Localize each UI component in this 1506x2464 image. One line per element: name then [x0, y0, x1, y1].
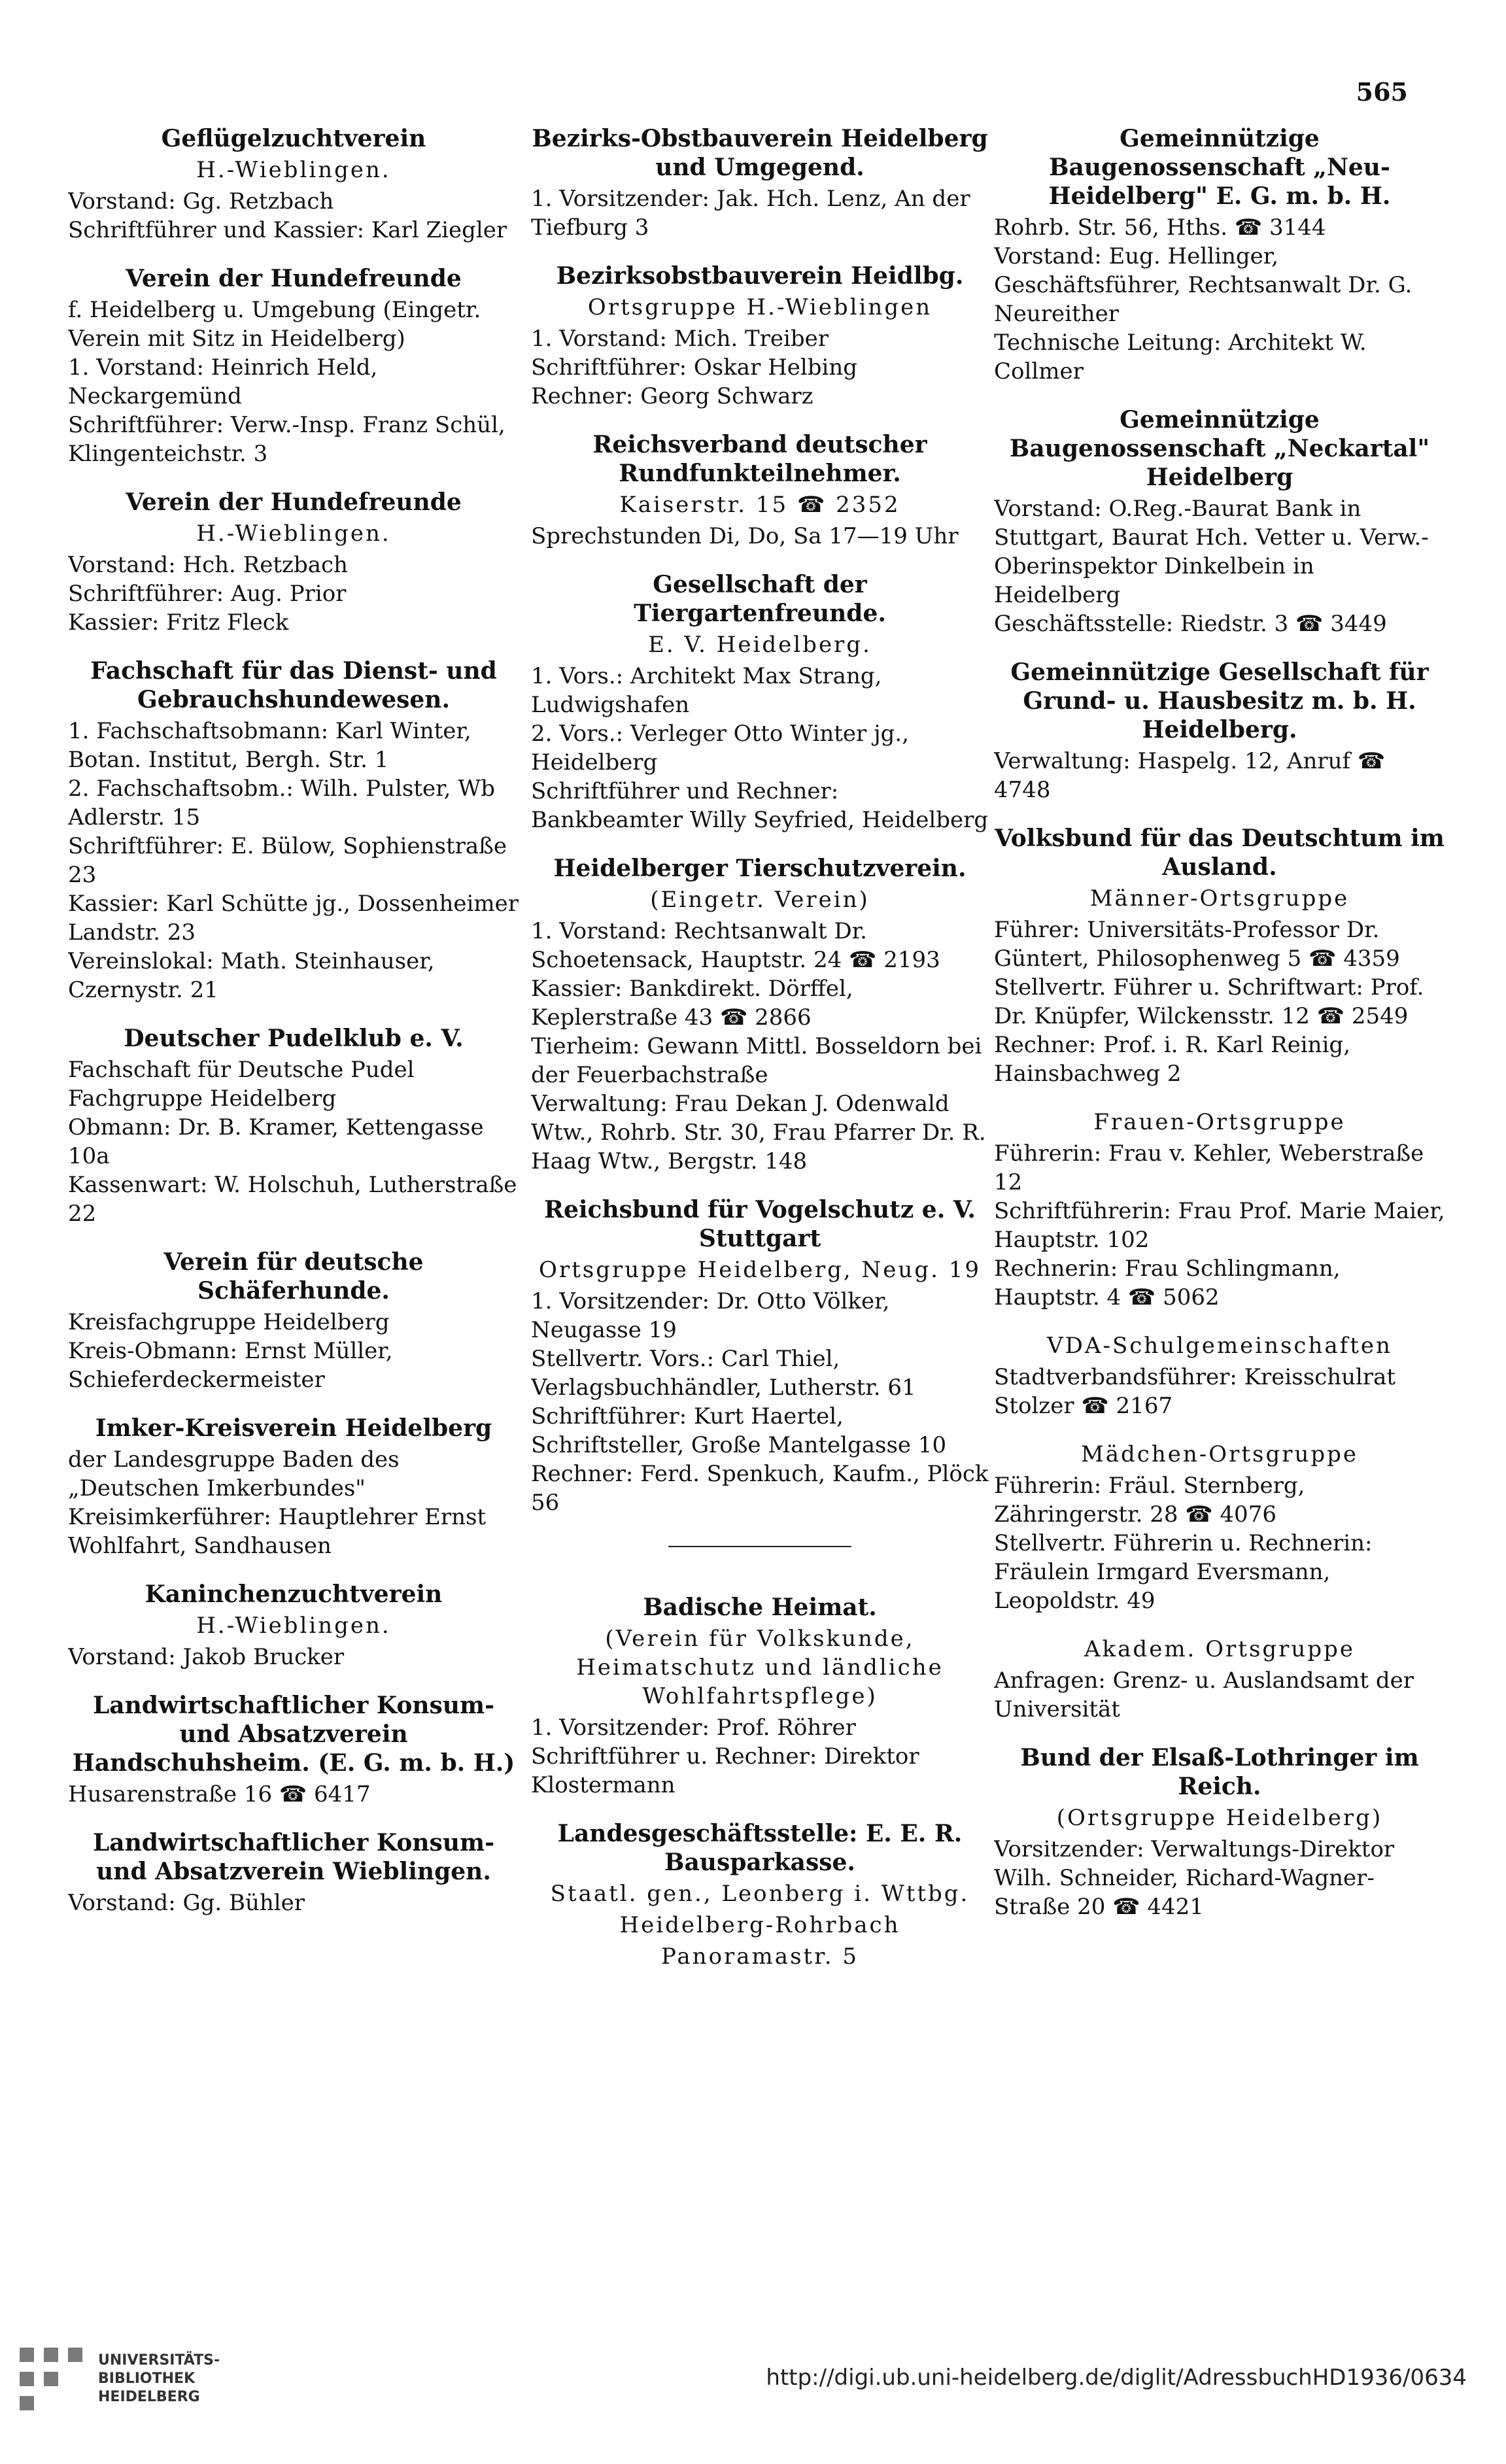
entry-line: Vorstand: Eug. Hellinger, Geschäftsführer, Rechtsanwalt Dr. G. Neureither [994, 243, 1412, 327]
directory-entry [68, 657, 519, 1004]
entry-subheading: Frauen-Ortsgruppe [1093, 1109, 1346, 1135]
entry-heading: Verein der Hundefreunde [126, 488, 462, 516]
entry-line: 1. Vors.: Architekt Max Strang, Ludwigshafen [531, 663, 882, 718]
entry-subheading: Heidelberg-Rohrbach [619, 1912, 900, 1938]
entry-line: Schriftführer und Rechner: Bankbeamter Willy Seyfried, Heidelberg [531, 778, 989, 833]
entry-heading: Reichsbund für Vogelschutz e. V. Stuttgart [544, 1196, 976, 1252]
directory-entry [994, 1440, 1445, 1615]
section-separator [668, 1546, 851, 1547]
library-name-line: UNIVERSITÄTS- [98, 2352, 220, 2369]
entry-line: Verwaltung: Frau Dekan J. Odenwald Wtw., Rohrb. Str. 30, Frau Pfarrer Dr. R. Haag Wtw., Bergstr. 148 [531, 1091, 986, 1174]
entry-line: Sprechstunden Di, Do, Sa 17—19 Uhr [531, 523, 959, 549]
entry-line: Kreisfachgruppe Heidelberg [68, 1309, 390, 1335]
entry-line: Rechnerin: Frau Schlingmann, Hauptstr. 4 ☎ 5062 [994, 1256, 1341, 1310]
entry-subheading: Mädchen-Ortsgruppe [1080, 1441, 1359, 1467]
footer-bar [0, 2328, 1506, 2464]
directory-entry [531, 124, 989, 242]
entry-line: der Landesgruppe Baden des „Deutschen Imkerbundes" [68, 1446, 400, 1501]
entry-line: Kassier: Bankdirekt. Dörffel, Keplerstraße 43 ☎ 2866 [531, 976, 853, 1031]
entry-line: Stellvertr. Führer u. Schriftwart: Prof. Dr. Knüpfer, Wilckensstr. 12 ☎ 2549 [994, 974, 1424, 1029]
library-logo-icon [20, 2348, 82, 2410]
entry-subheading: H.-Wieblingen. [196, 1613, 391, 1639]
entry-line: Führer: Universitäts-Professor Dr. Güntert, Philosophenweg 5 ☎ 4359 [994, 917, 1400, 972]
directory-entry [68, 1580, 519, 1671]
entry-heading: Gemeinnützige Baugenossenschaft „Neu-Heidelberg" E. G. m. b. H. [1048, 125, 1391, 210]
directory-entry [68, 1691, 519, 1809]
library-name-line: BIBLIOTHEK [98, 2370, 196, 2387]
directory-entry [994, 1743, 1445, 1921]
entry-line: Fachschaft für Deutsche Pudel Fachgruppe Heidelberg [68, 1057, 415, 1112]
entry-line: 1. Vorstand: Rechtsanwalt Dr. Schoetensack, Hauptstr. 24 ☎ 2193 [531, 918, 940, 973]
entry-heading: Badische Heimat. [643, 1594, 877, 1621]
entry-line: Rechner: Georg Schwarz [531, 383, 813, 409]
entry-heading: Imker-Kreisverein Heidelberg [95, 1414, 492, 1442]
entry-line: Rechner: Prof. i. R. Karl Reinig, Hainsbachweg 2 [994, 1032, 1351, 1087]
entry-line: Anfragen: Grenz- u. Auslandsamt der Universität [994, 1668, 1414, 1722]
entry-line: Führerin: Frau v. Kehler, Weberstraße 12 [994, 1140, 1424, 1195]
entry-subheading: (Ortsgruppe Heidelberg) [1056, 1805, 1383, 1831]
entry-heading: Volksbund für das Deutschtum im Ausland. [995, 825, 1445, 881]
entry-heading: Geflügelzuchtverein [161, 125, 426, 152]
entry-line: Kreisimkerführer: Hauptlehrer Ernst Wohlfahrt, Sandhausen [68, 1504, 487, 1559]
directory-entry [994, 405, 1445, 638]
directory-entry [68, 264, 519, 468]
entry-line: Schriftführer: Verw.-Insp. Franz Schül, Klingenteichstr. 3 [68, 412, 505, 467]
entry-line: Technische Leitung: Architekt W. Collmer [994, 330, 1367, 385]
source-url[interactable]: http://digi.ub.uni-heidelberg.de/diglit/AdressbuchHD1936/0634 [766, 2365, 1467, 2391]
entry-line: Vorstand: O.Reg.-Baurat Bank in Stuttgart, Baurat Hch. Vetter u. Verw.-Oberinspektor Dinkelbein in Heidelberg [994, 496, 1429, 608]
directory-entry [531, 1593, 989, 1800]
library-name-line: HEIDELBERG [98, 2389, 200, 2405]
entry-line: f. Heidelberg u. Umgebung (Eingetr. Verein mit Sitz in Heidelberg) [68, 297, 481, 352]
entry-heading: Heidelberger Tierschutzverein. [553, 855, 967, 882]
entry-heading: Kaninchenzuchtverein [145, 1581, 443, 1608]
entry-subheading: (Eingetr. Verein) [650, 887, 870, 913]
entry-heading: Gemeinnützige Gesellschaft für Grund- u. Hausbesitz m. b. H. Heidelberg. [1010, 659, 1429, 744]
entry-subheading: Ortsgruppe Heidelberg, Neug. 19 [539, 1257, 981, 1283]
entry-line: Vereinslokal: Math. Steinhauser, Czernystr. 21 [68, 948, 435, 1003]
entry-subheading: H.-Wieblingen. [196, 521, 391, 547]
directory-entry [994, 124, 1445, 386]
entry-line: 2. Vors.: Verleger Otto Winter jg., Heidelberg [531, 721, 910, 776]
entry-line: Kreis-Obmann: Ernst Müller, Schieferdeckermeister [68, 1338, 393, 1393]
column-3 [994, 124, 1445, 2282]
entry-line: Vorstand: Gg. Bühler [68, 1890, 305, 1916]
entry-line: Schriftführerin: Frau Prof. Marie Maier, Hauptstr. 102 [994, 1198, 1445, 1253]
entry-subheading: E. V. Heidelberg. [648, 632, 872, 658]
column-1 [68, 124, 519, 2282]
page-number: 565 [1356, 77, 1408, 107]
directory-entry [994, 1331, 1445, 1420]
entry-line: Rechner: Ferd. Spenkuch, Kaufm., Plöck 56 [531, 1461, 989, 1516]
entry-subheading: Panoramastr. 5 [661, 1943, 859, 1970]
directory-entry [68, 1248, 519, 1394]
entry-subheading: (Verein für Volkskunde, Heimatschutz und ländliche Wohlfahrtspflege) [576, 1626, 944, 1709]
directory-entry [994, 658, 1445, 804]
entry-heading: Landwirtschaftlicher Konsum- und Absatzverein Handschuhsheim. (E. G. m. b. H.) [72, 1692, 515, 1777]
directory-entry [531, 262, 989, 411]
directory-entry [68, 1024, 519, 1228]
entry-heading: Fachschaft für das Dienst- und Gebrauchshundewesen. [90, 657, 497, 713]
entry-line: Tierheim: Gewann Mittl. Bosseldorn bei der Feuerbachstraße [531, 1033, 982, 1088]
entry-line: Schriftführer u. Rechner: Direktor Klostermann [531, 1743, 919, 1798]
library-logo [20, 2348, 220, 2410]
directory-entry [531, 1819, 989, 1971]
entry-heading: Verein für deutsche Schäferhunde. [163, 1248, 424, 1305]
entry-line: Schriftführer: Kurt Haertel, Schriftsteller, Große Mantelgasse 10 [531, 1403, 947, 1458]
entry-subheading: Männer-Ortsgruppe [1089, 885, 1350, 912]
entry-line: Kassier: Fritz Fleck [68, 609, 289, 636]
entry-subheading: Ortsgruppe H.-Wieblingen [587, 294, 933, 320]
entry-line: Obmann: Dr. B. Kramer, Kettengasse 10a [68, 1114, 484, 1169]
entry-subheading: Kaiserstr. 15 ☎ 2352 [619, 492, 900, 518]
directory-entry [68, 1414, 519, 1560]
entry-line: Stellvertr. Vors.: Carl Thiel, Verlagsbuchhändler, Lutherstr. 61 [531, 1346, 916, 1401]
entry-heading: Bezirks-Obstbauverein Heidelberg und Umgegend. [532, 125, 988, 181]
entry-line: Kassenwart: W. Holschuh, Lutherstraße 22 [68, 1172, 517, 1227]
directory-entry [531, 1195, 989, 1517]
entry-line: Rohrb. Str. 56, Hths. ☎ 3144 [994, 214, 1326, 241]
entry-subheading: H.-Wieblingen. [196, 157, 391, 183]
entry-heading: Gemeinnützige Baugenossenschaft „Neckartal" Heidelberg [1009, 406, 1430, 491]
entry-line: 1. Vorsitzender: Dr. Otto Völker, Neugasse 19 [531, 1288, 890, 1343]
entry-heading: Reichsverband deutscher Rundfunkteilnehmer. [592, 431, 927, 487]
entry-line: Stellvertr. Führerin u. Rechnerin: Fräulein Irmgard Eversmann, Leopoldstr. 49 [994, 1530, 1373, 1614]
entry-heading: Landesgeschäftsstelle: E. E. R. Bausparkasse. [557, 1820, 963, 1876]
entry-line: Geschäftsstelle: Riedstr. 3 ☎ 3449 [994, 611, 1387, 637]
entry-line: Führerin: Fräul. Sternberg, Zähringerstr. 28 ☎ 4076 [994, 1473, 1305, 1528]
entry-line: 1. Vorsitzender: Jak. Hch. Lenz, An der Tiefburg 3 [531, 186, 970, 241]
entry-subheading: Staatl. gen., Leonberg i. Wttbg. [550, 1881, 970, 1907]
entry-line: 1. Vorsitzender: Prof. Röhrer [531, 1715, 856, 1741]
entry-line: Verwaltung: Haspelg. 12, Anruf ☎ 4748 [994, 748, 1386, 803]
directory-entry [531, 854, 989, 1176]
entry-line: 1. Vorstand: Heinrich Held, Neckargemünd [68, 354, 378, 409]
entry-subheading: Akadem. Ortsgruppe [1084, 1636, 1355, 1662]
entry-subheading: VDA-Schulgemeinschaften [1047, 1333, 1392, 1359]
directory-entry [994, 1635, 1445, 1724]
entry-line: 1. Fachschaftsobmann: Karl Winter, Botan. Institut, Bergh. Str. 1 [68, 718, 471, 773]
entry-line: Vorsitzender: Verwaltungs-Direktor Wilh. Schneider, Richard-Wagner-Straße 20 ☎ 4421 [994, 1836, 1395, 1920]
entry-heading: Deutscher Pudelklub e. V. [124, 1025, 464, 1052]
entry-heading: Verein der Hundefreunde [126, 265, 462, 292]
directory-entry [68, 124, 519, 245]
directory-entry [994, 1108, 1445, 1312]
directory-entry [531, 570, 989, 834]
entry-heading: Gesellschaft der Tiergartenfreunde. [634, 571, 886, 627]
column-2 [531, 124, 989, 2282]
entry-heading: Bezirksobstbauverein Heidlbg. [556, 262, 964, 290]
entry-line: Vorstand: Hch. Retzbach [68, 552, 348, 578]
entry-heading: Landwirtschaftlicher Konsum- und Absatzverein Wieblingen. [92, 1829, 495, 1885]
directory-entry [68, 488, 519, 637]
entry-line: 1. Vorstand: Mich. Treiber [531, 326, 829, 352]
entry-line: Schriftführer: Aug. Prior [68, 581, 347, 607]
library-name [98, 2352, 220, 2406]
entry-heading: Bund der Elsaß-Lothringer im Reich. [1020, 1744, 1419, 1800]
entry-line: Husarenstraße 16 ☎ 6417 [68, 1781, 371, 1807]
entry-line: 2. Fachschaftsobm.: Wilh. Pulster, Wb Adlerstr. 15 [68, 776, 495, 830]
directory-entry [68, 1828, 519, 1917]
entry-line: Schriftführer und Kassier: Karl Ziegler [68, 217, 507, 243]
directory-entry [531, 430, 989, 551]
entry-line: Vorstand: Jakob Brucker [68, 1644, 345, 1670]
directory-entry [994, 824, 1445, 1088]
entry-line: Kassier: Karl Schütte jg., Dossenheimer Landstr. 23 [68, 891, 519, 946]
entry-line: Stadtverbandsführer: Kreisschulrat Stolzer ☎ 2167 [994, 1364, 1396, 1419]
entry-line: Schriftführer: E. Bülow, Sophienstraße 23 [68, 833, 507, 888]
entry-line: Vorstand: Gg. Retzbach [68, 188, 334, 214]
entry-line: Schriftführer: Oskar Helbing [531, 354, 858, 381]
